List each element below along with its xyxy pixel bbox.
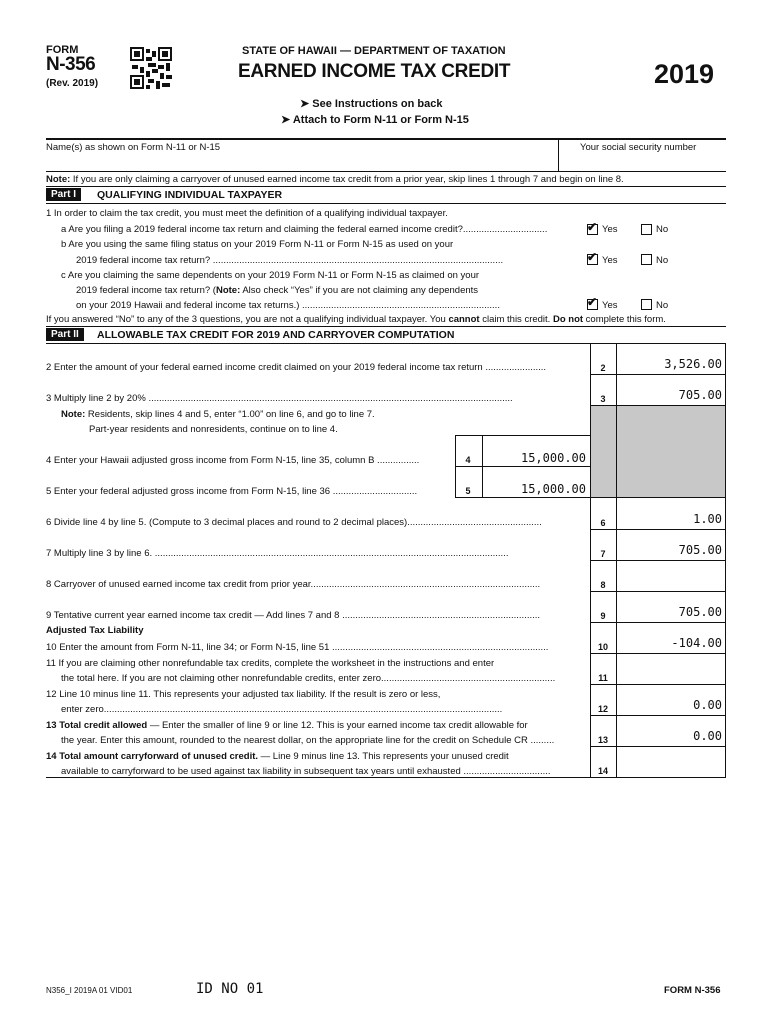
question-b-1: b Are you using the same filing status on your 2019 Form N-11 or Form N-15 as used on your [61, 239, 454, 250]
p1f-b1: cannot [448, 314, 480, 325]
part1-footer [46, 314, 666, 325]
line8-text: 8 Carryover of unused earned income tax credit from prior year....................................................................................... [46, 579, 541, 590]
ssn-label: Your social security number [580, 142, 697, 153]
adjusted-tax-liability-heading: Adjusted Tax Liability [46, 625, 144, 636]
row-sep [590, 560, 726, 561]
line14-text-2: available to carryforward to be used against tax liability in subsequent tax years until exhausted ................................. [61, 766, 551, 777]
line4-text: 4 Enter your Hawaii adjusted gross income from Form N-15, line 35, column B ................ [46, 455, 420, 466]
header-divider [46, 138, 726, 140]
line2-amount[interactable]: 3,526.00 [664, 357, 722, 371]
part2-top-rule [46, 326, 726, 327]
line5-text: 5 Enter your federal adjusted gross income from Form N-15, line 36 ................................ [46, 486, 418, 497]
line9-text: 9 Tentative current year earned income tax credit — Add lines 7 and 8 ........................................................................... [46, 610, 541, 621]
line5-amount[interactable]: 15,000.00 [520, 482, 586, 496]
row-sep [590, 529, 726, 530]
row-sep [590, 591, 726, 592]
note-bold: Note: [46, 174, 71, 185]
line7-amount[interactable]: 705.00 [678, 543, 722, 557]
checkbox-a-no[interactable] [641, 224, 652, 235]
line10-text: 10 Enter the amount from Form N-11, line 34; or Form N-15, line 51 .................................................................................. [46, 642, 549, 653]
line12-text-1: 12 Line 10 minus line 11. This represents your adjusted tax liability. If the result is zero or less, [46, 689, 441, 700]
l3-note-bold: Note: [61, 409, 86, 420]
qc2-bold: Note: [215, 285, 241, 296]
line10-amount[interactable]: -104.00 [671, 636, 722, 650]
line-number-14: 14 [597, 766, 608, 776]
inner-box-mid [455, 466, 591, 467]
line11-text-1: 11 If you are claiming other nonrefundable tax credits, complete the worksheet in the instructions and enter [46, 658, 495, 669]
part1-title: QUALIFYING INDIVIDUAL TAXPAYER [97, 189, 283, 201]
shaded-area [591, 405, 725, 497]
part1-tag: Part I [46, 188, 81, 201]
question-b-2: 2019 federal income tax return? .............................................................................................................. [76, 255, 504, 266]
line-number-9: 9 [600, 611, 606, 621]
yes-label-b: Yes [602, 255, 618, 266]
p1f-b2: Do not [552, 314, 584, 325]
yes-label-c: Yes [602, 300, 618, 311]
line12-amount[interactable]: 0.00 [693, 698, 722, 712]
line13-amount[interactable]: 0.00 [693, 729, 722, 743]
question-c-1: c Are you claiming the same dependents on your 2019 Form N-11 or Form N-15 as claimed on your [61, 270, 480, 281]
l13-bold: 13 Total credit allowed [46, 720, 148, 731]
ssn-field[interactable] [562, 154, 722, 170]
footer-form-name: FORM N-356 [664, 985, 721, 996]
tax-year: 2019 [654, 59, 715, 89]
no-label-c: No [656, 300, 669, 311]
row-sep [590, 653, 726, 654]
line-number-4: 4 [465, 455, 471, 465]
agency-name: STATE OF HAWAII — DEPARTMENT OF TAXATION [242, 45, 506, 57]
check-mark-icon: ✔ [587, 220, 598, 234]
line-number-11: 11 [598, 673, 608, 683]
no-label-a: No [656, 224, 669, 235]
line6-text: 6 Divide line 4 by line 5. (Compute to 3 decimal places and round to 2 decimal places)................................................... [46, 517, 542, 528]
checkbox-b-no[interactable] [641, 254, 652, 265]
line3-note-2: Part-year residents and nonresidents, continue on to line 4. [89, 424, 338, 435]
part2-bottom-rule [46, 777, 726, 778]
row-sep [590, 746, 726, 747]
row-sep [590, 405, 726, 406]
question-c-3: on your 2019 Hawaii and federal income tax returns.) ........................................................................... [76, 300, 500, 311]
l14-bold: 14 Total amount carryforward of unused credit. [46, 751, 259, 762]
line14-text-1 [46, 751, 509, 762]
line13-text-1 [46, 720, 528, 731]
form-code: N356_I 2019A 01 VID01 [46, 986, 133, 995]
yes-label-a: Yes [602, 224, 618, 235]
line-number-10: 10 [597, 642, 608, 652]
inner-box-top [455, 435, 591, 436]
line9-amount[interactable]: 705.00 [678, 605, 722, 619]
line3-note-1 [61, 409, 375, 420]
row-sep [590, 374, 726, 375]
line4-amount[interactable]: 15,000.00 [520, 451, 586, 465]
name-row-bottom [46, 171, 726, 172]
form-title: EARNED INCOME TAX CREDIT [238, 61, 511, 82]
line3-text: 3 Multiply line 2 by 20% .......................................................................................................................................... [46, 393, 513, 404]
l13-text: — Enter the smaller of line 9 or line 12. This is your earned income tax credit allowable for [147, 720, 528, 731]
name-label: Name(s) as shown on Form N-11 or N-15 [46, 142, 221, 153]
line-number-8: 8 [600, 580, 606, 590]
inner-box-bottom [455, 497, 591, 498]
part2-tag: Part II [46, 328, 84, 341]
p1f-post: complete this form. [583, 314, 666, 325]
question-a: a Are you filing a 2019 federal income tax return and claiming the federal earned income credit?................................ [61, 224, 548, 235]
check-mark-icon: ✔ [587, 250, 598, 264]
line-number-2: 2 [600, 363, 606, 373]
form-revision: (Rev. 2019) [46, 78, 99, 89]
line-number-7: 7 [600, 549, 606, 559]
line-number-13: 13 [597, 735, 608, 745]
form-number: N-356 [46, 54, 96, 75]
part1-top-rule [46, 186, 726, 187]
line3-amount[interactable]: 705.00 [678, 388, 722, 402]
no-label-b: No [656, 255, 669, 266]
form-label: FORM [46, 44, 79, 56]
line12-text-2: enter zero....................................................................................................................................................... [61, 704, 503, 715]
line7-text: 7 Multiply line 3 by line 6. ...................................................................................................................................... [46, 548, 509, 559]
line1-text: 1 In order to claim the tax credit, you must meet the definition of a qualifying individual taxpayer. [46, 208, 448, 219]
p1f-mid: claim this credit. [479, 314, 553, 325]
qc2-pre: 2019 federal income tax return? ( [76, 285, 216, 296]
checkbox-c-no[interactable] [641, 299, 652, 310]
part1-title-rule [46, 203, 726, 204]
line-number-12: 12 [597, 704, 608, 714]
name-field[interactable] [46, 154, 554, 170]
row-sep [590, 684, 726, 685]
question-c-2 [76, 285, 478, 296]
p1f-pre: If you answered “No” to any of the 3 questions, you are not a qualifying individual taxpayer. You [46, 314, 449, 325]
qc2-post: Also check “Yes” if you are not claiming any dependents [240, 285, 479, 296]
name-ssn-divider [558, 139, 559, 171]
line-number-3: 3 [600, 394, 606, 404]
line13-text-2: the year. Enter this amount, rounded to the nearest dollar, on the appropriate line for the credit on Schedule CR ......... [61, 735, 555, 746]
instruction-see-back: ➤ See Instructions on back [300, 98, 443, 110]
row-sep [590, 497, 726, 498]
line-number-5: 5 [465, 486, 471, 496]
qr-code-icon [130, 47, 172, 89]
line6-amount[interactable]: 1.00 [693, 512, 722, 526]
line2-text: 2 Enter the amount of your federal earned income credit claimed on your 2019 federal income tax return ....................... [46, 362, 547, 373]
l3-note-text: Residents, skip lines 4 and 5, enter “1.00” on line 6, and go to line 7. [85, 409, 375, 420]
part2-title-rule [46, 343, 726, 344]
part2-title: ALLOWABLE TAX CREDIT FOR 2019 AND CARRYOVER COMPUTATION [97, 329, 455, 341]
row-sep [590, 715, 726, 716]
row-sep [590, 622, 726, 623]
instruction-attach: ➤ Attach to Form N-11 or Form N-15 [281, 114, 469, 126]
line11-text-2: the total here. If you are not claiming other nonrefundable credits, enter zero.................................................................. [61, 673, 556, 684]
id-number: ID NO 01 [196, 981, 264, 997]
note-line [46, 174, 624, 185]
line-number-6: 6 [600, 518, 606, 528]
note-text: If you are only claiming a carryover of unused earned income tax credit from a prior year, skip lines 1 through 7 and begin on line 8. [70, 174, 624, 185]
l14-text: — Line 9 minus line 13. This represents your unused credit [258, 751, 509, 762]
check-mark-icon: ✔ [587, 295, 598, 309]
